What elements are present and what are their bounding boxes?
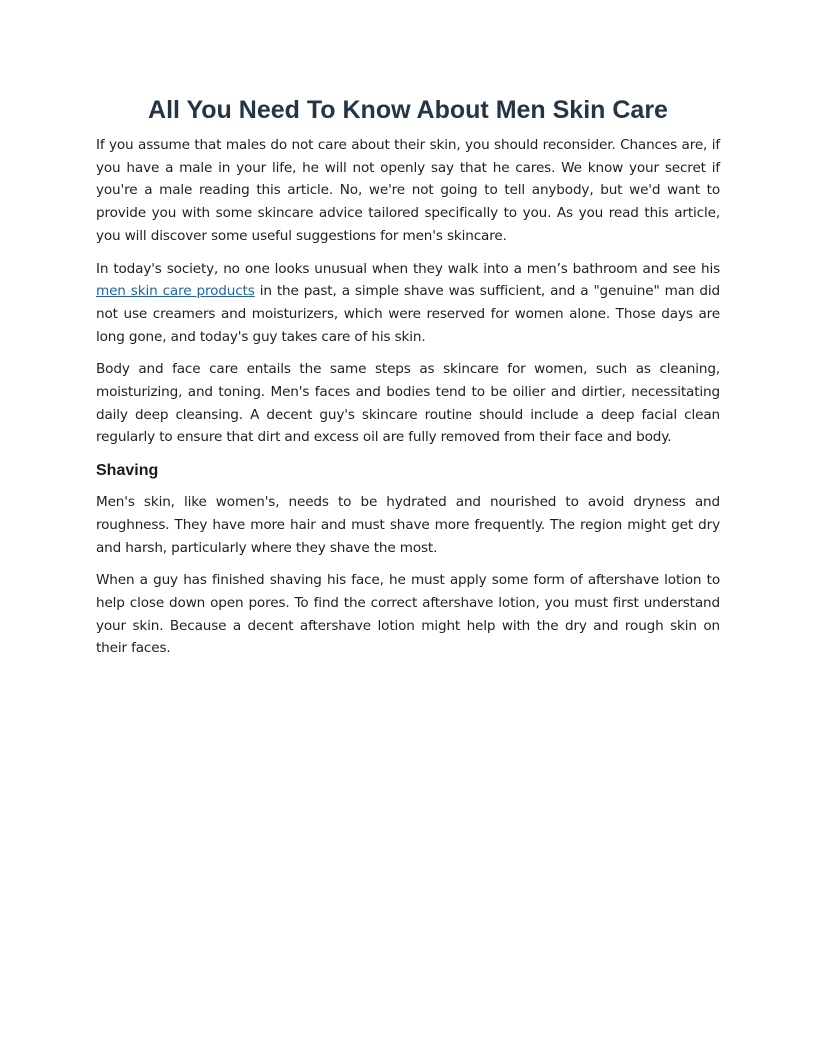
society-paragraph-text-start: In today's society, no one looks unusual when they walk into a men’s bathroom and see his xyxy=(96,260,720,277)
shaving-heading: Shaving xyxy=(96,462,159,480)
men-skin-care-products-link[interactable]: men skin care products xyxy=(96,283,255,300)
shaving-paragraph-2: When a guy has finished shaving his face, he must apply some form of aftershave lotion to help close down open pores. To find the correct aftershave lotion, you must first understand your skin. Because a decent aftershave lotion might help with the dry and rough skin on their faces. xyxy=(96,572,720,657)
page-title: All You Need To Know About Men Skin Care xyxy=(148,96,668,124)
document-page xyxy=(96,94,720,670)
body-care-paragraph: Body and face care entails the same steps as skincare for women, such as cleaning, moisturizing, and toning. Men's faces and bodies tend to be oilier and dirtier, necessitating daily deep cleansing. A decent guy's skincare routine should include a deep facial clean regularly to ensure that dirt and excess oil are fully removed from their face and body. xyxy=(96,361,720,446)
society-paragraph xyxy=(96,258,720,349)
society-paragraph-text-end: in the past, a simple shave was sufficient, and a "genuine" man did not use creamers and moisturizers, which were reserved for women alone. Those days are long gone, and today's guy takes care of his skin. xyxy=(96,283,720,345)
shaving-paragraph-1: Men's skin, like women's, needs to be hydrated and nourished to avoid dryness and roughness. They have more hair and must shave more frequently. The region might get dry and harsh, particularly where they shave the most. xyxy=(96,494,720,556)
intro-paragraph: If you assume that males do not care about their skin, you should reconsider. Chances are, if you have a male in your life, he will not openly say that he cares. We know your secret if you're a male reading this article. No, we're not going to tell anybody, but we'd want to provide you with some skincare advice tailored specifically to you. As you read this article, you will discover some useful suggestions for men's skincare. xyxy=(96,137,720,244)
